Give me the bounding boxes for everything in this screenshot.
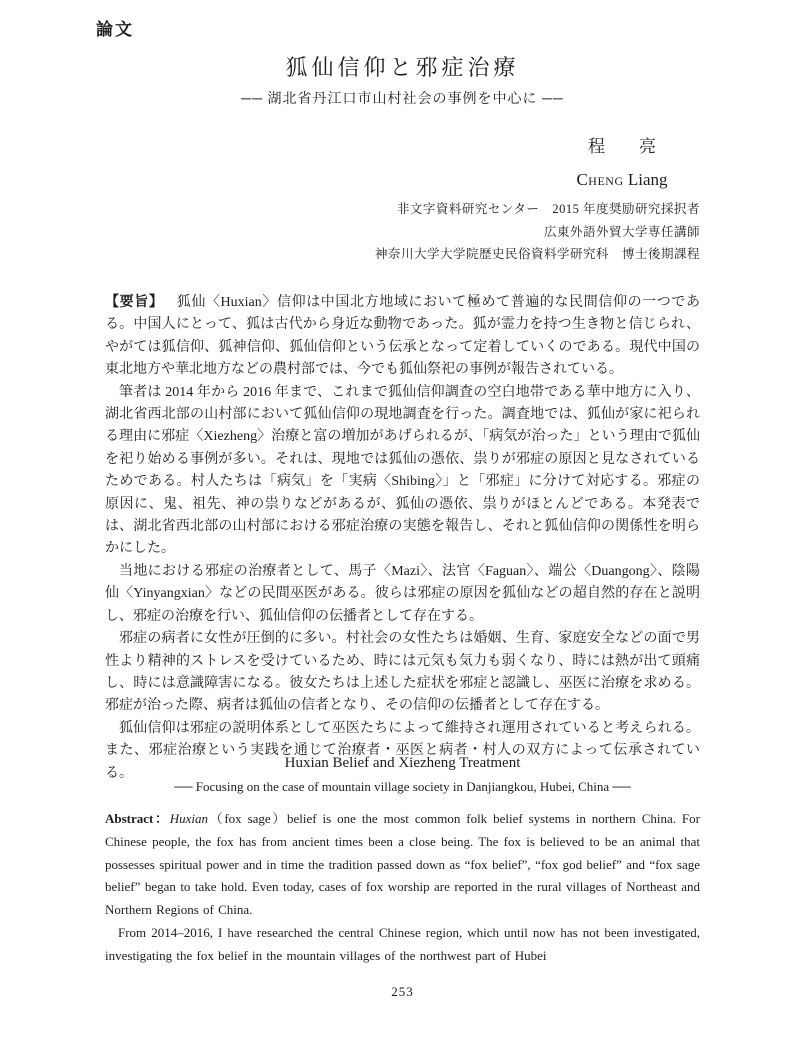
abstract-ja-label: 【要旨】: [105, 295, 164, 310]
author-block: [472, 130, 772, 196]
abstract-ja-paragraph: 当地における邪症の治療者として、馬子〈Mazi〉、法官〈Faguan〉、端公〈Duangong〉、陰陽仙〈Yinyangxian〉などの民間巫医がある。彼らは邪症の原因を狐仙などの超自然的存在と説明し、邪症の治療を行い、狐仙信仰の伝播者として存在する。: [105, 563, 700, 624]
abstract-ja-text: 狐仙〈Huxian〉信仰は中国北方地域において極めて普遍的な民間信仰の一つである。中国人にとって、狐は古代から身近な動物であった。狐が霊力を持つ生き物と信じられ、やがては狐信仰、狐神信仰、狐仙信仰という伝承となって定着していくのである。現代中国の東北地方や華北地方などの農村部では、今でも狐仙祭祀の事例が報告されている。: [105, 295, 700, 378]
paper-subtitle-japanese: ── 湖北省丹江口市山村社会の事例を中心に ──: [241, 92, 564, 107]
abstract-en-paragraph: From 2014–2016, I have researched the central Chinese region, which until now has not been investigated, investigating the fox belief in the mountain villages of the northwest part of Hubei: [105, 924, 700, 963]
paper-subtitle-english: ── Focusing on the case of mountain village society in Danjiangkou, Hubei, China ──: [174, 779, 631, 794]
abstract-english: [105, 808, 700, 968]
abstract-ja-paragraph: 狐仙信仰は邪症の説明体系として巫医たちによって維持され運用されていると考えられる。また、邪症治療という実践を通じて治療者・巫医と病者・村人の双方によって伝承されている。: [105, 720, 700, 781]
abstract-en-paragraph: [105, 808, 700, 922]
author-name-japanese: 程 亮: [588, 137, 656, 156]
abstract-ja-paragraph: 筆者は 2014 年から 2016 年まで、これまで狐仙信仰調査の空白地帯である華中地方に入り、湖北省西北部の山村部において狐仙信仰の現地調査を行った。調査地では、狐仙が家に祀られる理由に邪症〈Xiezheng〉治療と富の増加があげられるが、「病気が治った」という理由で狐仙を祀り始める事例が多い。それは、現地では狐仙の憑依、祟りが邪症の原因と見なされているためである。村人たちは「病気」を「実病〈Shibing〉」と「邪症」に分けて対応する。邪症の原因に、鬼、祖先、神の祟りなどがあるが、狐仙の憑依、祟りがほとんどである。本発表では、湖北省西北部の山村部における邪症治療の実態を報告し、それと狐仙信仰の関係性を明らかにした。: [105, 384, 700, 557]
affiliation-line: 広東外語外貿大学専任講師: [543, 224, 700, 239]
abstract-japanese: [105, 292, 700, 785]
author-given-name: Liang: [627, 170, 668, 189]
page-number: 253: [391, 984, 414, 999]
affiliation-line: 非文字資料研究センター 2015 年度奨励研究採択者: [396, 202, 700, 216]
abstract-ja-paragraph: 邪症の病者に女性が圧倒的に多い。村社会の女性たちは婚姻、生育、家庭安全などの面で男性より精神的ストレスを受けているため、時には元気も気力も弱くなり、時には熱が出て頭痛し、時には意識障害になる。彼女たちは上述した症状を邪症と認識し、巫医に治療を求める。邪症が治った際、病者は狐仙の信者となり、その信仰の伝播者として存在する。: [105, 631, 700, 714]
article-type-label: 論文: [96, 20, 134, 39]
abstract-en-text: （fox sage）belief is one the most common folk belief systems in northern China. For Chinese people, the fox has from ancient times been a close being. The fox is believed to be an animal that possesses spiritual power and in time the tradition passed down as “fox belief”, “fox god belief” and “fox sage belief” began to take hold. Even today, cases of fox worship are reported in the rural villages of Northeast and Northern Regions of China.: [105, 811, 700, 918]
abstract-en-keyword-italic: Huxian: [169, 811, 208, 826]
author-name-english: [472, 163, 772, 196]
abstract-en-label: Abstract：: [105, 811, 170, 826]
affiliation-line: 神奈川大学大学院歴史民俗資料学研究科 博士後期課程: [374, 247, 700, 261]
author-family-name: Cheng: [576, 170, 624, 189]
paper-title-english: Huxian Belief and Xiezheng Treatment: [284, 755, 521, 771]
paper-title-japanese: 狐仙信仰と邪症治療: [285, 55, 520, 80]
abstract-ja-paragraph: [105, 292, 700, 382]
affiliation-list: [375, 198, 700, 266]
